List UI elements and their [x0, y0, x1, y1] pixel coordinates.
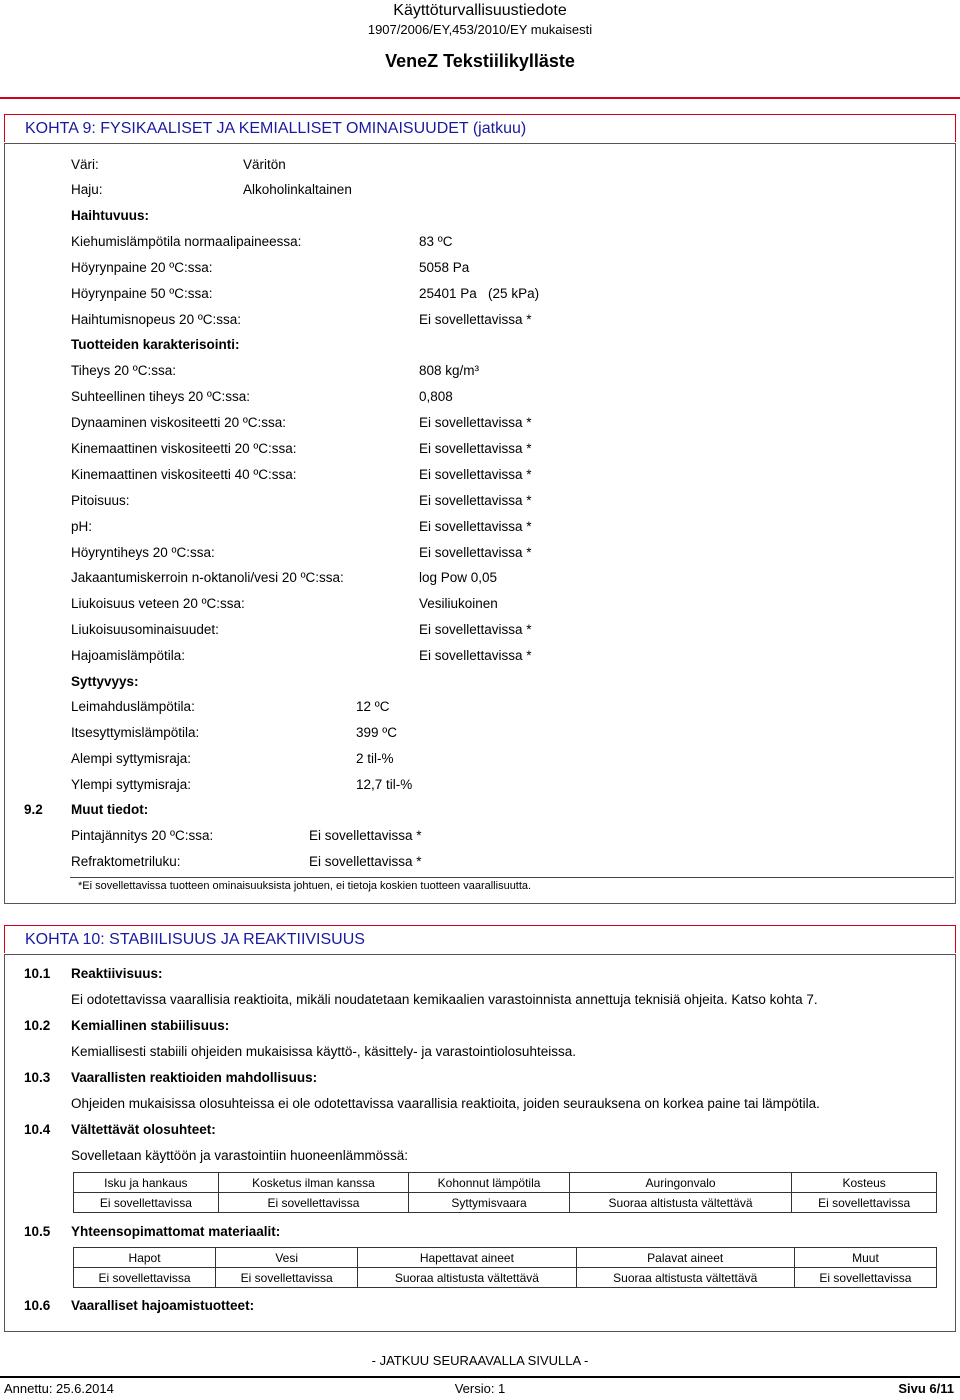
property-label: Haihtumisnopeus 20 ºC:ssa:	[71, 312, 242, 327]
property-value: Ei sovellettavissa *	[419, 441, 532, 456]
property-label: Jakaantumiskerroin n-oktanoli/vesi 20 ºC:ssa:	[71, 570, 344, 585]
header-divider	[0, 97, 960, 99]
table-cell: Suoraa altistusta vältettävä	[569, 1193, 791, 1213]
odor-value: Alkoholinkaltainen	[243, 182, 352, 197]
property-label: Kinemaattinen viskositeetti 40 ºC:ssa:	[71, 467, 297, 482]
table-cell: Ei sovellettavissa	[216, 1268, 358, 1288]
version: Versio: 1	[454, 1381, 506, 1396]
property-label: Pitoisuus:	[71, 493, 130, 508]
table-row	[74, 1173, 937, 1193]
property-value: 808 kg/m³	[419, 363, 480, 378]
subsection-number: 10.1	[24, 966, 51, 981]
table-header-cell: Hapettavat aineet	[358, 1248, 576, 1268]
property-value: 83 ºC	[419, 234, 453, 249]
document-type: Käyttöturvallisuustiedote	[393, 2, 567, 19]
footnote-divider	[70, 877, 954, 878]
table-header-cell: Hapot	[74, 1248, 216, 1268]
property-value: Ei sovellettavissa *	[419, 545, 532, 560]
decomposition-products-heading: Vaaralliset hajoamistuotteet:	[71, 1298, 255, 1313]
table-header-cell: Auringonvalo	[569, 1173, 791, 1193]
hazardous-reactions-text: Ohjeiden mukaisissa olosuhteissa ei ole odotettavissa vaarallisia reaktioita, joiden seurauksena on korkea paine tai lämpötila.	[71, 1096, 820, 1111]
property-label: Ylempi syttymisraja:	[71, 777, 192, 792]
property-label: Hajoamislämpötila:	[71, 648, 186, 663]
footnote: *Ei sovellettavissa tuotteen ominaisuuksista johtuen, ei tietoja koskien tuotteen vaarallisuutta.	[78, 880, 532, 892]
property-label: Pintajännitys 20 ºC:ssa:	[71, 828, 214, 843]
property-value: Ei sovellettavissa *	[419, 648, 532, 663]
property-value: Ei sovellettavissa *	[419, 415, 532, 430]
characterization-heading: Tuotteiden karakterisointi:	[71, 337, 240, 352]
table-cell: Ei sovellettavissa	[794, 1268, 936, 1288]
table-cell: Suoraa altistusta vältettävä	[576, 1268, 794, 1288]
footer-divider	[0, 1376, 960, 1378]
property-label: Itsesyttymislämpötila:	[71, 725, 200, 740]
property-value: Vesiliukoinen	[419, 596, 498, 611]
property-value: 0,808	[419, 389, 453, 404]
property-value: Ei sovellettavissa *	[419, 622, 532, 637]
subsection-number: 9.2	[24, 802, 43, 817]
section-10-title-bar	[4, 925, 956, 953]
reactivity-text: Ei odotettavissa vaarallisia reaktioita, mikäli noudatetaan kemikaalien varastoinnista annettuja teknisiä ohjeita. Katso kohta 7.	[71, 992, 818, 1007]
continues-notice: - JATKUU SEURAAVALLA SIVULLA -	[371, 1353, 589, 1368]
table-row	[74, 1268, 937, 1288]
conditions-to-avoid-heading: Vältettävät olosuhteet:	[71, 1122, 216, 1137]
table-row	[74, 1248, 937, 1268]
stability-heading: Kemiallinen stabiilisuus:	[71, 1018, 230, 1033]
table-header-cell: Muut	[794, 1248, 936, 1268]
table-header-cell: Isku ja hankaus	[74, 1173, 219, 1193]
color-label: Väri:	[71, 157, 99, 172]
property-label: Kiehumislämpötila normaalipaineessa:	[71, 234, 302, 249]
conditions-to-avoid-text: Sovelletaan käyttöön ja varastointiin huoneenlämmössä:	[71, 1148, 408, 1163]
property-value: Ei sovellettavissa *	[419, 312, 532, 327]
property-value: Ei sovellettavissa *	[419, 467, 532, 482]
volatility-heading: Haihtuvuus:	[71, 208, 150, 223]
property-label: Liukoisuusominaisuudet:	[71, 622, 219, 637]
other-info-heading: Muut tiedot:	[71, 802, 149, 817]
property-label: Liukoisuus veteen 20 ºC:ssa:	[71, 596, 245, 611]
property-value: 12 ºC	[356, 699, 390, 714]
property-value: log Pow 0,05	[419, 570, 498, 585]
section-10-title: KOHTA 10: STABIILISUUS JA REAKTIIVISUUS	[25, 931, 365, 948]
property-value: Ei sovellettavissa *	[309, 828, 422, 843]
table-cell: Ei sovellettavissa	[218, 1193, 408, 1213]
stability-text: Kemiallisesti stabiili ohjeiden mukaisissa käyttö-, käsittely- ja varastointiolosuhteissa.	[71, 1044, 576, 1059]
reactivity-heading: Reaktiivisuus:	[71, 966, 163, 981]
property-value: Ei sovellettavissa *	[419, 493, 532, 508]
subsection-number: 10.2	[24, 1018, 51, 1033]
property-value: 2 til-%	[356, 751, 394, 766]
subsection-number: 10.3	[24, 1070, 51, 1085]
property-label: Kinemaattinen viskositeetti 20 ºC:ssa:	[71, 441, 297, 456]
subsection-number: 10.5	[24, 1224, 51, 1239]
property-label: pH:	[71, 519, 93, 534]
table-cell: Ei sovellettavissa	[74, 1193, 219, 1213]
product-name: VeneZ Tekstiilikylläste	[385, 51, 575, 71]
property-label: Refraktometriluku:	[71, 854, 181, 869]
incompatible-materials-table	[73, 1247, 937, 1288]
section-9-title: KOHTA 9: FYSIKAALISET JA KEMIALLISET OMINAISUUDET (jatkuu)	[25, 120, 527, 137]
conditions-table	[73, 1172, 937, 1213]
table-cell: Syttymisvaara	[409, 1193, 570, 1213]
hazardous-reactions-heading: Vaarallisten reaktioiden mahdollisuus:	[71, 1070, 318, 1085]
property-label: Höyrynpaine 20 ºC:ssa:	[71, 260, 213, 275]
table-header-cell: Vesi	[216, 1248, 358, 1268]
property-value: Ei sovellettavissa *	[309, 854, 422, 869]
table-header-cell: Kosteus	[792, 1173, 937, 1193]
property-value: 25401 Pa (25 kPa)	[419, 286, 540, 301]
regulation-reference: 1907/2006/EY,453/2010/EY mukaisesti	[367, 22, 593, 37]
table-header-cell: Palavat aineet	[576, 1248, 794, 1268]
color-value: Väritön	[243, 157, 286, 172]
incompatible-materials-heading: Yhteensopimattomat materiaalit:	[71, 1224, 281, 1239]
subsection-number: 10.4	[24, 1122, 51, 1137]
table-cell: Suoraa altistusta vältettävä	[358, 1268, 576, 1288]
property-label: Alempi syttymisraja:	[71, 751, 192, 766]
table-row	[74, 1193, 937, 1213]
section-9-title-bar	[4, 114, 956, 142]
issue-date: Annettu: 25.6.2014	[4, 1381, 114, 1396]
property-label: Dynaaminen viskositeetti 20 ºC:ssa:	[71, 415, 287, 430]
property-label: Höyryntiheys 20 ºC:ssa:	[71, 545, 215, 560]
table-header-cell: Kohonnut lämpötila	[409, 1173, 570, 1193]
subsection-number: 10.6	[24, 1298, 51, 1313]
odor-label: Haju:	[71, 182, 103, 197]
table-cell: Ei sovellettavissa	[74, 1268, 216, 1288]
property-value: Ei sovellettavissa *	[419, 519, 532, 534]
property-label: Suhteellinen tiheys 20 ºC:ssa:	[71, 389, 251, 404]
table-header-cell: Kosketus ilman kanssa	[218, 1173, 408, 1193]
property-label: Tiheys 20 ºC:ssa:	[71, 363, 176, 378]
property-value: 399 ºC	[356, 725, 397, 740]
property-value: 12,7 til-%	[356, 777, 413, 792]
flammability-heading: Syttyvyys:	[71, 674, 139, 689]
property-label: Leimahduslämpötila:	[71, 699, 195, 714]
property-label: Höyrynpaine 50 ºC:ssa:	[71, 286, 213, 301]
page-number: Sivu 6/11	[898, 1381, 954, 1396]
property-value: 5058 Pa	[419, 260, 470, 275]
table-cell: Ei sovellettavissa	[792, 1193, 937, 1213]
